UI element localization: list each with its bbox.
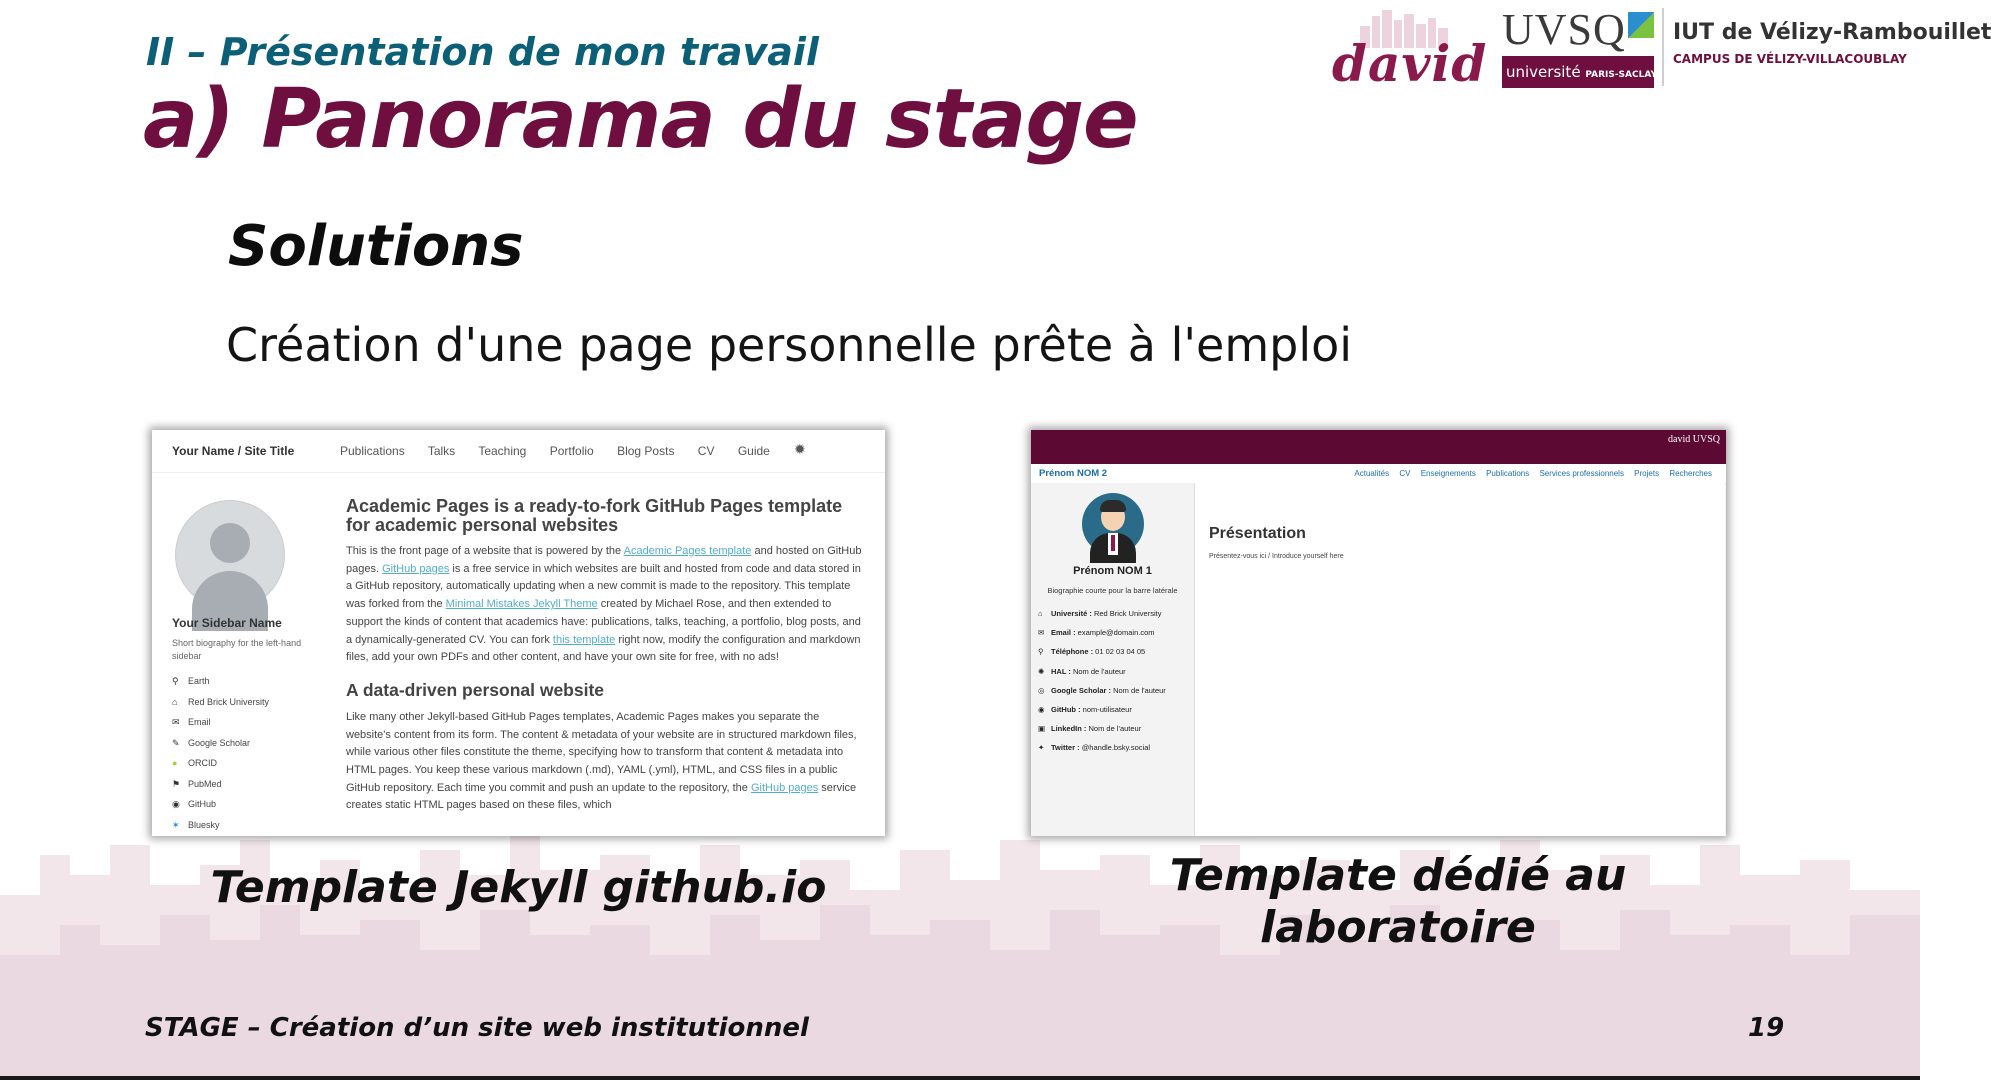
solutions-subtitle: Création d'une page personnelle prête à l'emploi [226, 318, 1353, 372]
twitter-icon: ✦ [1038, 743, 1045, 753]
jekyll-subheading: A data-driven personal website [346, 679, 605, 700]
jekyll-sidebar-item: ✉ Email [172, 717, 211, 727]
page-number: 19 [1748, 1013, 1785, 1043]
lab-info-item: ✺ HAL : Nom de l'auteur [1038, 666, 1126, 676]
bottom-rule [0, 1076, 1920, 1080]
lab-info-item: ◉ GitHub : nom-utilisateur [1038, 704, 1132, 714]
lab-info-item: ✉ Email : example@domain.com [1038, 628, 1155, 638]
uvsq-logo-text: UVSQ [1502, 5, 1626, 54]
bank-icon: ⌂ [172, 696, 178, 707]
jekyll-site-title: Your Name / Site Title [172, 444, 295, 458]
github-pages-link: GitHub pages [750, 781, 819, 794]
academic-pages-link: Academic Pages template [623, 545, 752, 557]
orcid-icon: ● [172, 758, 178, 768]
logo-divider [1662, 8, 1664, 86]
jekyll-navbar [152, 430, 885, 473]
github-icon: ◉ [1038, 704, 1045, 714]
lab-nav-cv: CV [1399, 469, 1411, 478]
envelope-icon: ✉ [172, 717, 180, 727]
lab-nav-recherches: Recherches [1669, 469, 1712, 478]
linkedin-icon: ▣ [1038, 724, 1046, 734]
lab-navbar [1031, 464, 1726, 484]
jekyll-sidebar-item: ⚑ PubMed [172, 778, 222, 789]
scholar-icon: ◎ [1038, 685, 1045, 695]
lab-sidebar [1031, 483, 1194, 836]
lab-topbar-logos: david UVSQ [1668, 434, 1720, 445]
jekyll-nav-links [340, 444, 790, 458]
uvsq-logo [1502, 4, 1656, 88]
jekyll-sidebar-item: ◉ GitHub [172, 799, 217, 809]
caption-lab-line2: laboratoire [1260, 902, 1536, 953]
lab-info-item: ⌂ Université : Red Brick University [1038, 609, 1162, 618]
minimal-mistakes-link: Minimal Mistakes Jekyll Theme [445, 598, 598, 611]
jekyll-data-driven-paragraph: Like many other Jekyll-based GitHub Pages templates, Academic Pages makes you separate the website's content from its form. The content & metadata of your website are in structured markdown files, while various other files constitute the theme, specifying how to transform that content & metadata into HTML pages. You keep these various markdown (.md), YAML (.yml), HTML, and CSS files in a public GitHub repository. Each time you commit and push an update to the repository, the GitHub pages service creates static HTML pages based on these files, which [346, 710, 857, 812]
lab-presentation-text: Présentez-vous ici / Introduce yourself here [1209, 553, 1344, 560]
jekyll-sidebar-name: Your Sidebar Name [172, 616, 282, 630]
lab-nav-services: Services professionnels [1539, 469, 1624, 478]
jekyll-nav-guide: Guide [737, 444, 770, 458]
david-logo-text: david [1332, 34, 1488, 93]
location-icon: ⚲ [1038, 647, 1044, 657]
jekyll-nav-publications: Publications [340, 444, 405, 458]
avatar-man-icon [1082, 493, 1144, 555]
scholar-icon: ✎ [172, 737, 180, 748]
jekyll-sidebar-item: ⚲ Earth [172, 676, 210, 686]
lab-info-item: ◎ Google Scholar : Nom de l'auteur [1038, 685, 1166, 695]
campus-name: CAMPUS DE VÉLIZY-VILLACOUBLAY [1673, 52, 1907, 66]
hal-icon: ✺ [1038, 666, 1045, 676]
location-icon: ⚲ [172, 676, 179, 686]
uvsq-square-icon [1628, 12, 1654, 38]
lab-presentation-heading: Présentation [1209, 525, 1306, 542]
lab-info-item: ✦ Twitter : @handle.bsky.social [1038, 743, 1151, 753]
slide-title: a) Panorama du stage [143, 72, 1138, 167]
jekyll-template-screenshot [152, 430, 885, 836]
lab-nav-enseignements: Enseignements [1420, 469, 1476, 478]
paris-saclay-label: PARIS-SACLAY [1585, 70, 1657, 80]
jekyll-sidebar-item: ● ORCID [172, 758, 217, 768]
lab-info-item: ⚲ Téléphone : 01 02 03 04 05 [1038, 647, 1146, 657]
github-icon: ◉ [172, 799, 180, 809]
bank-icon: ⌂ [1038, 609, 1043, 618]
jekyll-sidebar-item: ⌂ Red Brick University [172, 696, 270, 707]
jekyll-nav-talks: Talks [427, 444, 456, 458]
jekyll-sidebar-item: ✎ Google Scholar [172, 737, 251, 748]
jekyll-main-heading: Academic Pages is a ready-to-fork GitHub Pages template for academic personal websites [346, 496, 843, 535]
lab-nav-actualites: Actualités [1354, 469, 1390, 478]
lab-nav-publications: Publications [1486, 469, 1530, 478]
gear-icon: ✹ [794, 441, 806, 457]
lab-topbar [1031, 430, 1726, 464]
jekyll-nav-cv: CV [697, 444, 715, 458]
jekyll-nav-blog-posts: Blog Posts [617, 444, 675, 458]
jekyll-intro-paragraph: This is the front page of a website that is powered by the Academic Pages template and hosted on GitHub pages. GitHub pages is a free service in which websites are built and hosted from code and data stored in a GitHub repository, automatically updating when a new commit is made to the repository. This template was forked from the Minimal Mistakes Jekyll Theme created by Michael Rose, and then extended to support the kinds of content that academics have: publications, talks, teaching, a portfolio, blog posts, and a dynamically-generated CV. You can fork this template right now, modify the configuration and markdown files, add your own PDFs and other content, and have your own site for free, with no ads! [346, 545, 862, 664]
lab-sidebar-bio: Biographie courte pour la barre latérale [1047, 586, 1178, 595]
jekyll-main-content [346, 497, 866, 815]
avatar-placeholder-icon [175, 500, 285, 610]
jekyll-sidebar-bio: Short biography for the left-hand sidebar [172, 638, 302, 661]
universite-label: université [1506, 63, 1581, 81]
caption-jekyll: Template Jekyll github.io [210, 862, 827, 913]
solutions-heading: Solutions [228, 214, 524, 279]
pubmed-icon: ⚑ [172, 778, 181, 789]
lab-main-content [1194, 483, 1725, 836]
iut-name: IUT de Vélizy-Rambouillet [1673, 20, 1991, 45]
lab-sidebar-name: Prénom NOM 1 [1073, 565, 1152, 577]
lab-nav-projets: Projets [1634, 469, 1660, 478]
footer-text: STAGE – Création d’un site web institutionnel [145, 1013, 809, 1043]
jekyll-nav-portfolio: Portfolio [549, 444, 594, 458]
jekyll-nav-teaching: Teaching [478, 444, 527, 458]
lab-nav-links [1346, 469, 1712, 478]
lab-sidebar-info [1038, 609, 1166, 763]
envelope-icon: ✉ [1038, 628, 1045, 638]
jekyll-sidebar-links [172, 676, 269, 840]
lab-info-item: ▣ LinkedIn : Nom de l'auteur [1038, 724, 1142, 734]
david-logo [1330, 8, 1488, 93]
lab-site-title: Prénom NOM 2 [1039, 468, 1108, 479]
section-heading: II – Présentation de mon travail [146, 30, 819, 74]
lab-template-screenshot [1031, 430, 1726, 836]
bluesky-icon: ✶ [172, 819, 180, 830]
caption-lab-line1: Template dédié au [1169, 850, 1627, 901]
github-pages-link: GitHub pages [382, 562, 450, 575]
jekyll-sidebar-item: ✶ Bluesky [172, 819, 220, 830]
paris-saclay-bar [1502, 56, 1657, 88]
this-template-link: this template [552, 633, 616, 646]
